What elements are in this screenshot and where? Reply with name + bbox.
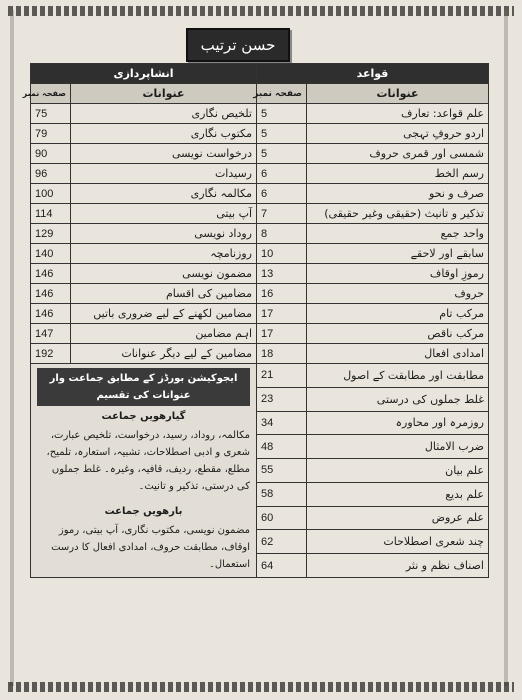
left-page-col-header: صفحہ نمبر: [31, 84, 71, 104]
table-row: [31, 344, 489, 364]
table-row: [31, 204, 489, 224]
right-topic: چند شعری اصطلاحات: [307, 530, 489, 554]
left-page-number: 146: [31, 284, 71, 304]
right-page-col-header: صفحہ نمبر: [257, 84, 307, 104]
table-row: [31, 284, 489, 304]
left-page-number: 147: [31, 324, 71, 344]
left-topic: مکتوب نگاری: [71, 124, 257, 144]
right-page-number: 5: [257, 124, 307, 144]
table-row: [31, 164, 489, 184]
right-page-number: 55: [257, 459, 307, 483]
right-topic: مطابقت اور مطابقت کے اصول: [307, 364, 489, 388]
left-page-number: 75: [31, 104, 71, 124]
left-topic: مکالمہ نگاری: [71, 184, 257, 204]
page-edge-right: [504, 10, 508, 686]
right-page-number: 10: [257, 244, 307, 264]
right-page-number: 17: [257, 324, 307, 344]
table-row: [31, 224, 489, 244]
right-page-number: 21: [257, 364, 307, 388]
right-topic: اردو حروفِ تہجی: [307, 124, 489, 144]
right-topic: علم بدیع: [307, 482, 489, 506]
left-page-number: 90: [31, 144, 71, 164]
right-page-number: 62: [257, 530, 307, 554]
table-row: [31, 124, 489, 144]
left-page-number: 96: [31, 164, 71, 184]
left-topic: روزنامچہ: [71, 244, 257, 264]
class11-topics: مکالمہ، روداد، رسید، درخواست، تلخیص عبارت، شعری و ادبی اصطلاحات، تشبیہ، استعارہ، تلمیح، مطلع، مقطع، ردیف، قافیہ، وغیرہ۔ غلط جملوں کی درستی، تذکیر و تانیث۔: [46, 430, 250, 492]
left-topic: تلخیص نگاری: [71, 104, 257, 124]
right-page-number: 5: [257, 104, 307, 124]
right-page-number: 6: [257, 184, 307, 204]
right-topic: مرکب ناقص: [307, 324, 489, 344]
right-topic: صرف و نحو: [307, 184, 489, 204]
table-row: [31, 244, 489, 264]
right-topic-col-header: عنوانات: [307, 84, 489, 104]
decorative-border-bottom: [8, 682, 514, 692]
page-edge-left: [10, 10, 14, 686]
right-page-number: 18: [257, 344, 307, 364]
table-row: [31, 104, 489, 124]
left-topic: رسیدات: [71, 164, 257, 184]
left-page-number: 140: [31, 244, 71, 264]
left-topic: آپ بیتی: [71, 204, 257, 224]
right-page-number: 16: [257, 284, 307, 304]
table-row: [31, 364, 489, 388]
table-row: [31, 324, 489, 344]
right-page-number: 64: [257, 554, 307, 578]
left-page-number: 192: [31, 344, 71, 364]
right-topic: اصناف نظم و نثر: [307, 554, 489, 578]
right-page-number: 23: [257, 387, 307, 411]
table-row: [31, 304, 489, 324]
left-page-number: 146: [31, 264, 71, 284]
distribution-heading: ایجوکیشن بورڈز کے مطابق جماعت وار عنوانات کی تقسیم: [37, 368, 250, 406]
right-topic: واحد جمع: [307, 224, 489, 244]
left-topic: مضامین کے لیے دیگر عنوانات: [71, 344, 257, 364]
class-wise-distribution-box: [31, 364, 257, 578]
right-topic: مرکب تام: [307, 304, 489, 324]
section-left-title: انشاپردازی: [31, 64, 257, 84]
right-topic: سابقے اور لاحقے: [307, 244, 489, 264]
right-topic: روزمرہ اور محاورہ: [307, 411, 489, 435]
class12-topics: مضمون نویسی، مکتوب نگاری، آپ بیتی، رموز اوقاف، مطابقت حروف، امدادی افعال کا درست استعمال۔: [51, 525, 250, 570]
left-topic: مضامین لکھنے کے لیے ضروری باتیں: [71, 304, 257, 324]
left-topic: روداد نویسی: [71, 224, 257, 244]
right-topic: ضرب الامثال: [307, 435, 489, 459]
right-topic: حروف: [307, 284, 489, 304]
class11-heading: گیارھویں جماعت: [101, 411, 186, 422]
right-topic: علم عروض: [307, 506, 489, 530]
right-page-number: 5: [257, 144, 307, 164]
column-header-row: [31, 84, 489, 104]
right-page-number: 7: [257, 204, 307, 224]
right-topic: تذکیر و تانیث (حقیقی وغیر حقیقی): [307, 204, 489, 224]
left-page-number: 146: [31, 304, 71, 324]
right-topic: غلط جملوں کی درستی: [307, 387, 489, 411]
right-page-number: 6: [257, 164, 307, 184]
page-title: حسن ترتیب: [186, 28, 290, 62]
table-row: [31, 144, 489, 164]
left-page-number: 129: [31, 224, 71, 244]
right-topic: علم قواعد: تعارف: [307, 104, 489, 124]
left-page-number: 79: [31, 124, 71, 144]
class12-heading: بارھویں جماعت: [104, 506, 183, 517]
right-page-number: 60: [257, 506, 307, 530]
left-topic: درخواست نویسی: [71, 144, 257, 164]
left-topic: مضامین کی اقسام: [71, 284, 257, 304]
right-topic: امدادی افعال: [307, 344, 489, 364]
right-topic: رسم الخط: [307, 164, 489, 184]
right-page-number: 48: [257, 435, 307, 459]
right-page-number: 34: [257, 411, 307, 435]
table-row: [31, 264, 489, 284]
right-topic: شمسی اور قمری حروف: [307, 144, 489, 164]
contents-table: [22, 63, 489, 578]
left-page-number: 114: [31, 204, 71, 224]
left-page-number: 100: [31, 184, 71, 204]
right-page-number: 8: [257, 224, 307, 244]
right-page-number: 13: [257, 264, 307, 284]
right-topic: علم بیان: [307, 459, 489, 483]
left-topic-col-header: عنوانات: [71, 84, 257, 104]
section-header-row: [31, 64, 489, 84]
right-topic: رموزِ اوقاف: [307, 264, 489, 284]
table-row: [31, 184, 489, 204]
decorative-border-top: [8, 6, 514, 16]
right-page-number: 58: [257, 482, 307, 506]
left-topic: اہم مضامین: [71, 324, 257, 344]
left-topic: مضمون نویسی: [71, 264, 257, 284]
section-right-title: قواعد: [257, 64, 489, 84]
right-page-number: 17: [257, 304, 307, 324]
